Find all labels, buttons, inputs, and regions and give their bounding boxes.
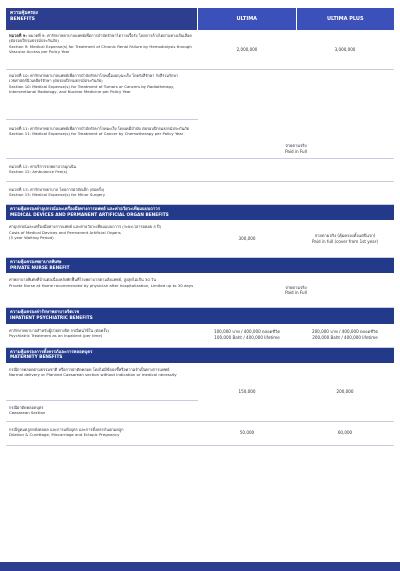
benefit-en: Section 9: Medical Expense(s) for Treatment of Chronic Renal Failure by Hemodialysis through Vascular Access per Policy Year [9,43,192,55]
ultima-plus-value [296,220,394,257]
section-title-en: MEDICAL DEVICES AND PERMANENT ARTIFICIAL ORGAN BENEFITS [10,212,169,218]
benefits-header-en: BENEFITS [10,17,35,22]
ultima-value [198,324,296,347]
benefits-table [6,8,394,446]
benefit-description [6,182,198,204]
section-header-nurse [6,258,394,273]
benefit-th: กรณีผ่าตัดคลอดบุตร [9,404,44,410]
ultima-plus-value [296,159,394,181]
section-title-th: ความคุ้มครองค่าอุปกรณ์และเครื่องมือทางการแพทย์ และค่าอวัยวะเทียมแบบถาวร [10,207,160,212]
value-en: Paid in full (cover from 1st year) [312,238,378,244]
benefit-description [6,70,198,120]
table-row [6,273,394,308]
benefit-description [6,273,198,307]
benefit-en: Caesarean Section [9,410,46,416]
benefit-description [6,363,198,401]
table-row [6,159,394,182]
benefits-header-th: ความคุ้มครอง [10,11,38,16]
section-title-en: PRIVATE NURSE BENEFIT [10,265,70,271]
benefits-header-cell [6,8,197,30]
table-row-group [6,70,394,159]
table-row [6,30,394,70]
benefit-description [6,120,198,158]
ultima-value: 300,000 [198,220,296,257]
ultima-plus-value: 200,000 [336,389,354,395]
benefit-en: Private Nurse at Home recommended by physician after hospitalization, Limited up to 30 days [9,282,194,288]
benefit-en: Psychiatric Treatment as an Inpatient (per time) [9,332,103,338]
ultima-value [198,159,296,181]
plan-ultima-header: ULTIMA [197,8,295,30]
benefit-th: หมวดที่ 11: ค่ารักษาพยาบาลแพทย์เพื่อการบำบัดรักษาโรคมะเร็ง โดยเคมีบำบัด ต่อรอบปีกรมธรรม์ประกันภัย [9,126,189,131]
ultima-plus-value [296,182,394,204]
table-row [6,182,394,205]
value-en: 200,000 Baht / 400,000 lifetime [312,335,378,341]
paid-in-full-th: จ่ายตามจริง [285,143,307,149]
table-row [6,422,394,446]
benefit-th: หมวดที่ 10: ค่ารักษาพยาบาลแพทย์เพื่อการบำบัดรักษาโรคเนื้องอก/มะเร็ง โดยรังสีรักษา รังสีร่วมรักษา เวชศาสตร์นิวเคลียร์รักษา (ต่อรอบปีกรมธรรม์ประกันภัย) [9,73,179,84]
value-th: 200,000 บาท / 400,000 ตลอดชีวิต [311,329,379,335]
benefit-description [6,30,198,69]
section-title-th: ความคุ้มครองพยาบาลพิเศษ [10,260,62,266]
benefit-en: Dilation & Curettage, Miscarriage and Ectopic Pregnancy [9,432,120,438]
benefit-description [6,220,198,257]
benefit-th: กรณีขูดมดลูกหลังคลอด และการแท้งบุตร และการตั้งครรภ์นอกมดลูก [9,426,124,432]
section-title-th: ความคุ้มครองค่ารักษาพยาบาลจิตเวช [10,310,80,316]
benefit-en: Section 11: Medical Expense(s) for Treatment of Cancer by Chemotherapy per Policy Year [9,131,184,137]
benefit-th: หมวดที่ 12: ค่าบริการรถพยาบาลฉุกเฉิน [9,164,77,169]
merged-value-cell [198,273,394,307]
section-title-th: ความคุ้มครองการตั้งครรภ์และการคลอดบุตร [10,349,93,355]
table-row [6,220,394,258]
table-row-group [6,363,394,422]
benefit-en: Section 12: Ambulance Fee(s) [9,169,68,175]
benefit-th: กรณีการคลอดตามธรรมชาติ หรือการผ่าตัดคลอด โดยไม่มีข้อบ่งชี้หรือความจำเป็นทางการแพทย์ [9,366,170,372]
benefit-description [6,401,198,421]
benefit-description [6,422,198,445]
paid-in-full-th: จ่ายตามจริง [285,284,307,290]
section-title-en: MATERNITY BENEFITS [10,355,63,361]
ultima-value: 2,000,000 [198,30,296,69]
ultima-value: 50,000 [198,422,296,445]
ultima-plus-value: 3,000,000 [296,30,394,69]
footer-bar [0,562,400,571]
ultima-value [198,182,296,204]
paid-in-full-en: Paid in Full [285,149,307,154]
value-th: 100,000 บาท / 400,000 ตลอดชีวิต [213,329,281,335]
merged-value-cell [198,70,394,158]
table-row [6,324,394,348]
ultima-plus-value [296,324,394,347]
value-en: 100,000 Baht / 400,000 lifetime [214,335,280,341]
benefit-en: Costs of Medical Devices and Permanent Artificial Organs [9,229,121,235]
benefit-en-note: (5 year Waiting Period) [9,235,54,240]
plan-ultima-plus-header: ULTIMA PLUS [296,8,394,30]
table-header [6,8,394,30]
benefit-th: หมวดที่ 9: หมวดที่ 9: ค่ารักษาพยาบาลแพทย์เพื่อการบำบัดรักษาไตวายเรื้อรัง โดยการล้างไตผ่านทางเส้นเลือด (ต่อรอบปีกรมธรรม์ประกันภัย) [9,33,192,44]
ultima-plus-value: 60,000 [296,422,394,445]
section-title-en: INPATIENT PSYCHIATRIC BENEFITS [10,315,93,321]
paid-in-full-en: Paid in Full [285,290,307,296]
benefit-en: Section 10: Medical Expense(s) for Treatment of Tumors or Cancers by Radiotherapy, Interventional Radiology, and Nuclear Medicine per Policy Year [9,83,175,95]
section-header-devices [6,205,394,220]
benefit-description [6,159,198,181]
value-th: จ่ายตามจริง (คุ้มครองตั้งแต่ปีแรก) [314,233,376,239]
benefit-en: Normal delivery or Planned Caesarean section without indication or medical necessity [9,372,177,378]
benefit-th: ค่าอุปกรณ์และเครื่องมือทางการแพทย์ และค่าอวัยวะเทียมแบบถาวร (ระยะเวลารอคอย 5 ปี) [9,224,162,230]
benefit-th: ค่ารักษาพยาบาลสำหรับผู้ป่วยทางจิต กรณีคนไข้ใน (ต่อครั้ง) [9,327,109,333]
benefit-en: Section 13: Medical Expense(s) for Minor Surgery [9,192,106,198]
benefit-th: หมวดที่ 13: ค่ารักษาพยาบาล โดยการผ่าตัดเล็ก (ต่อครั้ง) [9,187,105,192]
benefit-description [6,324,198,347]
section-header-maternity [6,348,394,363]
ultima-value: 150,000 [238,389,256,395]
benefit-th: ค่าพยาบาลพิเศษที่บ้านต่อเนื่องหลังพักฟื้นที่โรงพยาบาลตามสั่งแพทย์, สูงสุดไม่เกิน 30 วัน [9,277,156,283]
section-header-psychiatric [6,308,394,323]
